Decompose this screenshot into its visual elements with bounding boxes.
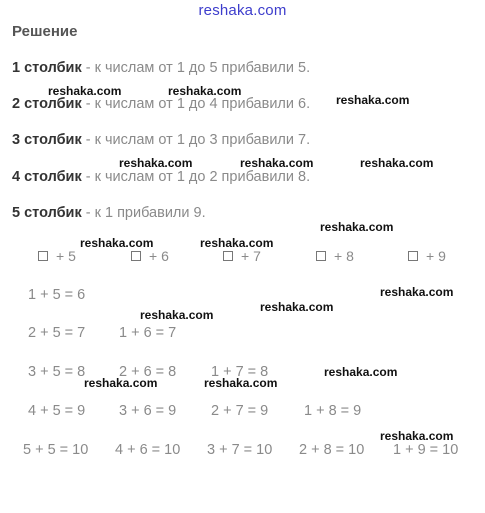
watermark: reshaka.com <box>336 93 410 107</box>
watermark: reshaka.com <box>48 84 122 98</box>
watermark: reshaka.com <box>380 285 454 299</box>
column-5-label: 5 столбик <box>12 205 82 221</box>
equation: 4 + 6 = 10 <box>115 442 181 458</box>
equation: 4 + 5 = 9 <box>28 403 86 419</box>
equation: 1 + 7 = 8 <box>211 364 269 380</box>
column-2-text: - к числам от 1 до 4 прибавили 6. <box>81 96 311 112</box>
box-label: + 8 <box>334 248 354 264</box>
watermark: reshaka.com <box>204 376 278 390</box>
column-1-label: 1 столбик <box>12 60 82 76</box>
equation: 1 + 6 = 7 <box>119 325 177 341</box>
empty-box-icon <box>131 251 141 261</box>
watermark: reshaka.com <box>80 236 154 250</box>
column-4-label: 4 столбик <box>12 169 82 185</box>
box-plus-7 <box>223 248 261 264</box>
equation: 1 + 8 = 9 <box>304 403 362 419</box>
box-plus-6 <box>131 248 169 264</box>
equation: 2 + 8 = 10 <box>299 442 365 458</box>
column-3-label: 3 столбик <box>12 132 82 148</box>
column-4-text: - к числам от 1 до 2 прибавили 8. <box>81 169 311 185</box>
column-1-text: - к числам от 1 до 5 прибавили 5. <box>81 60 311 76</box>
box-plus-9 <box>408 248 446 264</box>
box-label: + 7 <box>241 248 261 264</box>
equation: 5 + 5 = 10 <box>23 442 89 458</box>
watermark: reshaka.com <box>84 376 158 390</box>
column-2-description <box>12 96 310 112</box>
column-5-text: - к 1 прибавили 9. <box>81 205 206 221</box>
equation: 1 + 5 = 6 <box>28 287 86 303</box>
watermark: reshaka.com <box>200 236 274 250</box>
equation: 2 + 7 = 9 <box>211 403 269 419</box>
box-plus-8 <box>316 248 354 264</box>
site-header-logo: reshaka.com <box>198 2 287 19</box>
equation: 3 + 6 = 9 <box>119 403 177 419</box>
box-label: + 5 <box>56 248 76 264</box>
watermark: reshaka.com <box>260 300 334 314</box>
watermark: reshaka.com <box>168 84 242 98</box>
equation: 3 + 7 = 10 <box>207 442 273 458</box>
column-3-text: - к числам от 1 до 3 прибавили 7. <box>81 132 311 148</box>
column-3-description <box>12 132 310 148</box>
empty-box-icon <box>223 251 233 261</box>
solution-heading: Решение <box>12 23 78 40</box>
watermark: reshaka.com <box>320 220 394 234</box>
equation: 2 + 6 = 8 <box>119 364 177 380</box>
equation: 1 + 9 = 10 <box>393 442 459 458</box>
column-5-description <box>12 205 206 221</box>
watermark: reshaka.com <box>240 156 314 170</box>
empty-box-icon <box>38 251 48 261</box>
column-2-label: 2 столбик <box>12 96 82 112</box>
watermark: reshaka.com <box>360 156 434 170</box>
watermark: reshaka.com <box>119 156 193 170</box>
equation: 2 + 5 = 7 <box>28 325 86 341</box>
box-plus-5 <box>38 248 76 264</box>
box-label: + 9 <box>426 248 446 264</box>
watermark: reshaka.com <box>380 429 454 443</box>
watermark: reshaka.com <box>324 365 398 379</box>
column-4-description <box>12 169 310 185</box>
empty-box-icon <box>408 251 418 261</box>
equation: 3 + 5 = 8 <box>28 364 86 380</box>
watermark: reshaka.com <box>140 308 214 322</box>
empty-box-icon <box>316 251 326 261</box>
column-1-description <box>12 60 310 76</box>
box-label: + 6 <box>149 248 169 264</box>
